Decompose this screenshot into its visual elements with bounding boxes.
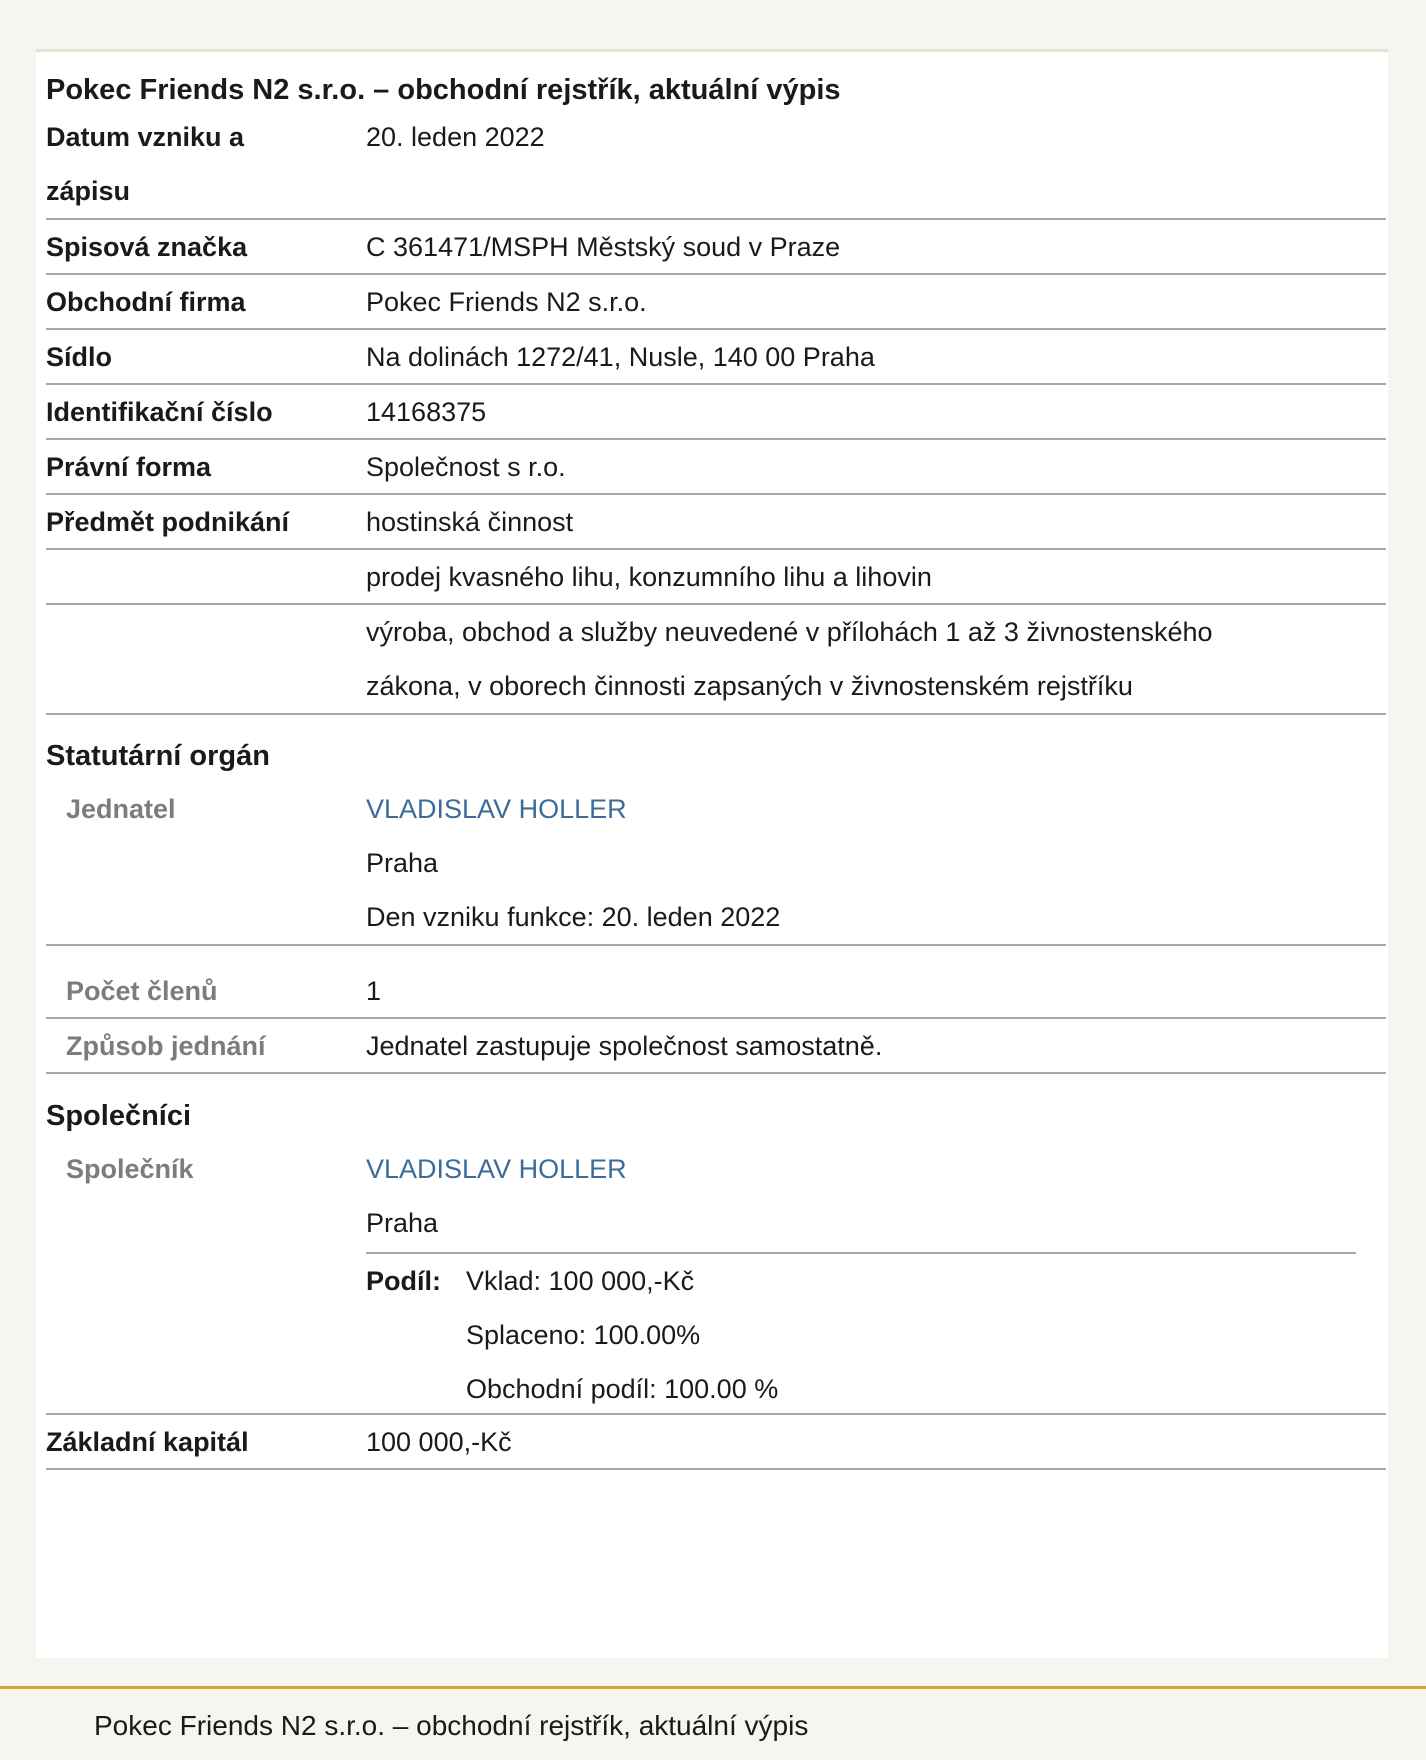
footer-divider <box>0 1686 1426 1689</box>
row-zakladni-kapital <box>46 1415 1386 1470</box>
footer-title: Pokec Friends N2 s.r.o. – obchodní rejstřík, aktuální výpis <box>94 1710 809 1741</box>
value-predmet-2: prodej kvasného lihu, konzumního lihu a lihovin <box>366 562 932 592</box>
podil-obchodni: Obchodní podíl: 100.00 % <box>466 1374 779 1404</box>
label-spolecnik: Společník <box>66 1154 194 1184</box>
label-podil: Podíl: <box>366 1266 441 1296</box>
label-obchodni-firma: Obchodní firma <box>46 287 246 317</box>
row-predmet-3 <box>46 605 1386 715</box>
value-predmet-1: hostinská činnost <box>366 507 574 537</box>
value-predmet-3-line1: výroba, obchod a služby neuvedené v přílohách 1 až 3 živnostenského <box>366 617 1213 647</box>
value-pocet-clenu: 1 <box>366 976 382 1006</box>
value-zakladni-kapital: 100 000,-Kč <box>366 1427 512 1457</box>
jednatel-name-link[interactable]: VLADISLAV HOLLER <box>366 794 627 824</box>
row-obchodni-firma <box>46 275 1386 330</box>
row-jednatel <box>46 782 1386 946</box>
label-spisova-znacka: Spisová značka <box>46 232 248 262</box>
label-datum-vzniku-line2: zápisu <box>46 176 131 206</box>
value-spisova-znacka: C 361471/MSPH Městský soud v Praze <box>366 232 841 262</box>
row-spolecnik <box>46 1142 1386 1415</box>
value-pravni-forma: Společnost s r.o. <box>366 452 566 482</box>
value-ico: 14168375 <box>366 397 487 427</box>
label-zakladni-kapital: Základní kapitál <box>46 1427 249 1457</box>
spolecnik-city: Praha <box>366 1208 439 1238</box>
row-zpusob-jednani <box>46 1019 1386 1074</box>
row-spisova-znacka <box>46 220 1386 275</box>
value-spolecnik <box>366 1142 1376 1250</box>
podil-splaceno: Splaceno: 100.00% <box>466 1320 701 1350</box>
label-datum-vzniku <box>46 110 244 218</box>
podil-vklad: Vklad: 100 000,-Kč <box>466 1266 695 1296</box>
row-pravni-forma <box>46 440 1386 495</box>
row-sidlo <box>46 330 1386 385</box>
row-predmet-2 <box>46 550 1386 605</box>
value-podil <box>466 1254 778 1416</box>
label-ico: Identifikační číslo <box>46 397 273 427</box>
jednatel-city: Praha <box>366 848 439 878</box>
page-title: Pokec Friends N2 s.r.o. – obchodní rejstřík, aktuální výpis <box>46 74 841 106</box>
row-ico <box>46 385 1386 440</box>
value-sidlo: Na dolinách 1272/41, Nusle, 140 00 Praha <box>366 342 875 372</box>
section-spolecnici: Společníci <box>46 1100 192 1132</box>
value-jednatel <box>366 782 1376 944</box>
row-pocet-clenu <box>46 964 1386 1019</box>
value-zpusob-jednani: Jednatel zastupuje společnost samostatně. <box>366 1031 883 1061</box>
value-obchodni-firma: Pokec Friends N2 s.r.o. <box>366 287 647 317</box>
register-panel <box>36 49 1388 1658</box>
value-datum-vzniku: 20. leden 2022 <box>366 122 545 152</box>
label-zpusob-jednani: Způsob jednání <box>66 1031 266 1061</box>
label-sidlo: Sídlo <box>46 342 112 372</box>
value-predmet-3-line2: zákona, v oborech činnosti zapsaných v živnostenském rejstříku <box>366 671 1133 701</box>
label-pocet-clenu: Počet členů <box>66 976 218 1006</box>
row-datum-vzniku <box>46 110 1386 220</box>
label-datum-vzniku-line1: Datum vzniku a <box>46 122 245 152</box>
value-predmet-3 <box>366 605 1376 713</box>
label-pravni-forma: Právní forma <box>46 452 212 482</box>
section-statutarni-organ: Statutární orgán <box>46 740 270 772</box>
label-predmet-podnikani: Předmět podnikání <box>46 507 290 537</box>
label-jednatel: Jednatel <box>66 794 176 824</box>
spolecnik-name-link[interactable]: VLADISLAV HOLLER <box>366 1154 627 1184</box>
row-predmet-podnikani <box>46 495 1386 550</box>
jednatel-since: Den vzniku funkce: 20. leden 2022 <box>366 902 781 932</box>
